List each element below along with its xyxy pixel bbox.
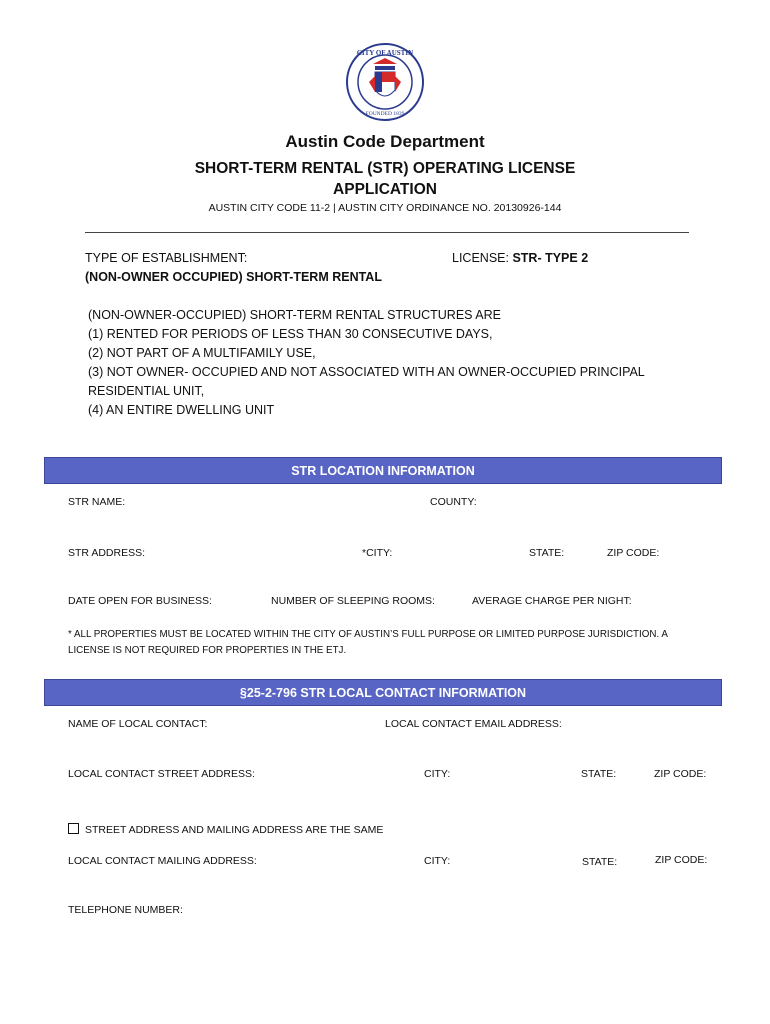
establishment-type-value: (NON-OWNER OCCUPIED) SHORT-TERM RENTAL bbox=[85, 270, 382, 284]
date-open-field[interactable]: DATE OPEN FOR BUSINESS: bbox=[68, 595, 212, 607]
str-name-field[interactable]: STR NAME: bbox=[68, 496, 126, 508]
local-contact-name-field[interactable]: NAME OF LOCAL CONTACT: bbox=[68, 718, 208, 730]
same-address-checkbox[interactable] bbox=[68, 823, 79, 834]
local-contact-city-field[interactable]: CITY: bbox=[424, 768, 451, 780]
mailing-state-field[interactable]: STATE: bbox=[582, 856, 618, 868]
svg-text:FOUNDED 1839: FOUNDED 1839 bbox=[365, 111, 405, 117]
str-location-header: STR LOCATION INFORMATION bbox=[44, 457, 722, 484]
str-address-field[interactable]: STR ADDRESS: bbox=[68, 547, 146, 559]
form-title-line2: APPLICATION bbox=[333, 181, 437, 198]
city-field[interactable]: *CITY: bbox=[362, 547, 393, 559]
county-field[interactable]: COUNTY: bbox=[430, 496, 477, 508]
local-contact-zip-field[interactable]: ZIP CODE: bbox=[654, 768, 707, 780]
mailing-zip-field[interactable]: ZIP CODE: bbox=[655, 854, 708, 866]
definition-line: (2) NOT PART OF A MULTIFAMILY USE, bbox=[88, 346, 316, 360]
definition-line: (NON-OWNER-OCCUPIED) SHORT-TERM RENTAL STRUCTURES ARE bbox=[88, 308, 501, 322]
license-value: STR- TYPE 2 bbox=[512, 251, 589, 265]
same-address-label: STREET ADDRESS AND MAILING ADDRESS ARE THE SAME bbox=[85, 824, 384, 836]
definition-line: (3) NOT OWNER- OCCUPIED AND NOT ASSOCIATED WITH AN OWNER-OCCUPIED PRINCIPAL bbox=[88, 365, 645, 379]
average-charge-field[interactable]: AVERAGE CHARGE PER NIGHT: bbox=[472, 595, 632, 607]
sleeping-rooms-field[interactable]: NUMBER OF SLEEPING ROOMS: bbox=[271, 595, 435, 607]
form-title-line1: SHORT-TERM RENTAL (STR) OPERATING LICENSE bbox=[194, 160, 576, 177]
establishment-type-label: TYPE OF ESTABLISHMENT: bbox=[85, 251, 248, 265]
note-line1: * ALL PROPERTIES MUST BE LOCATED WITHIN THE CITY OF AUSTIN’S FULL PURPOSE OR LIMITED PURPOSE JURISDICTION. A bbox=[68, 629, 668, 640]
mailing-city-field[interactable]: CITY: bbox=[424, 855, 451, 867]
local-contact-state-field[interactable]: STATE: bbox=[581, 768, 617, 780]
definition-line: (1) RENTED FOR PERIODS OF LESS THAN 30 CONSECUTIVE DAYS, bbox=[88, 327, 493, 341]
definition-line: RESIDENTIAL UNIT, bbox=[88, 384, 205, 398]
local-contact-email-field[interactable]: LOCAL CONTACT EMAIL ADDRESS: bbox=[385, 718, 562, 730]
license-label: LICENSE: bbox=[452, 251, 509, 265]
state-field[interactable]: STATE: bbox=[529, 547, 565, 559]
zip-code-field[interactable]: ZIP CODE: bbox=[607, 547, 660, 559]
department-name: Austin Code Department bbox=[285, 132, 485, 151]
jurisdiction-note bbox=[68, 627, 708, 659]
city-of-austin-seal bbox=[345, 42, 425, 122]
form-title bbox=[0, 158, 770, 200]
definition-line: (4) AN ENTIRE DWELLING UNIT bbox=[88, 403, 275, 417]
str-definition bbox=[88, 306, 645, 420]
header-divider bbox=[85, 232, 689, 233]
code-reference: AUSTIN CITY CODE 11-2 | AUSTIN CITY ORDINANCE NO. 20130926-144 bbox=[208, 202, 562, 214]
local-contact-header: §25-2-796 STR LOCAL CONTACT INFORMATION bbox=[44, 679, 722, 706]
svg-text:CITY OF AUSTIN: CITY OF AUSTIN bbox=[356, 49, 414, 57]
telephone-field[interactable]: TELEPHONE NUMBER: bbox=[68, 904, 183, 916]
local-contact-mailing-field[interactable]: LOCAL CONTACT MAILING ADDRESS: bbox=[68, 855, 257, 867]
local-contact-street-field[interactable]: LOCAL CONTACT STREET ADDRESS: bbox=[68, 768, 255, 780]
note-line2: LICENSE IS NOT REQUIRED FOR PROPERTIES IN THE ETJ. bbox=[68, 645, 347, 656]
same-address-option[interactable] bbox=[68, 823, 383, 836]
license-info bbox=[452, 251, 588, 265]
